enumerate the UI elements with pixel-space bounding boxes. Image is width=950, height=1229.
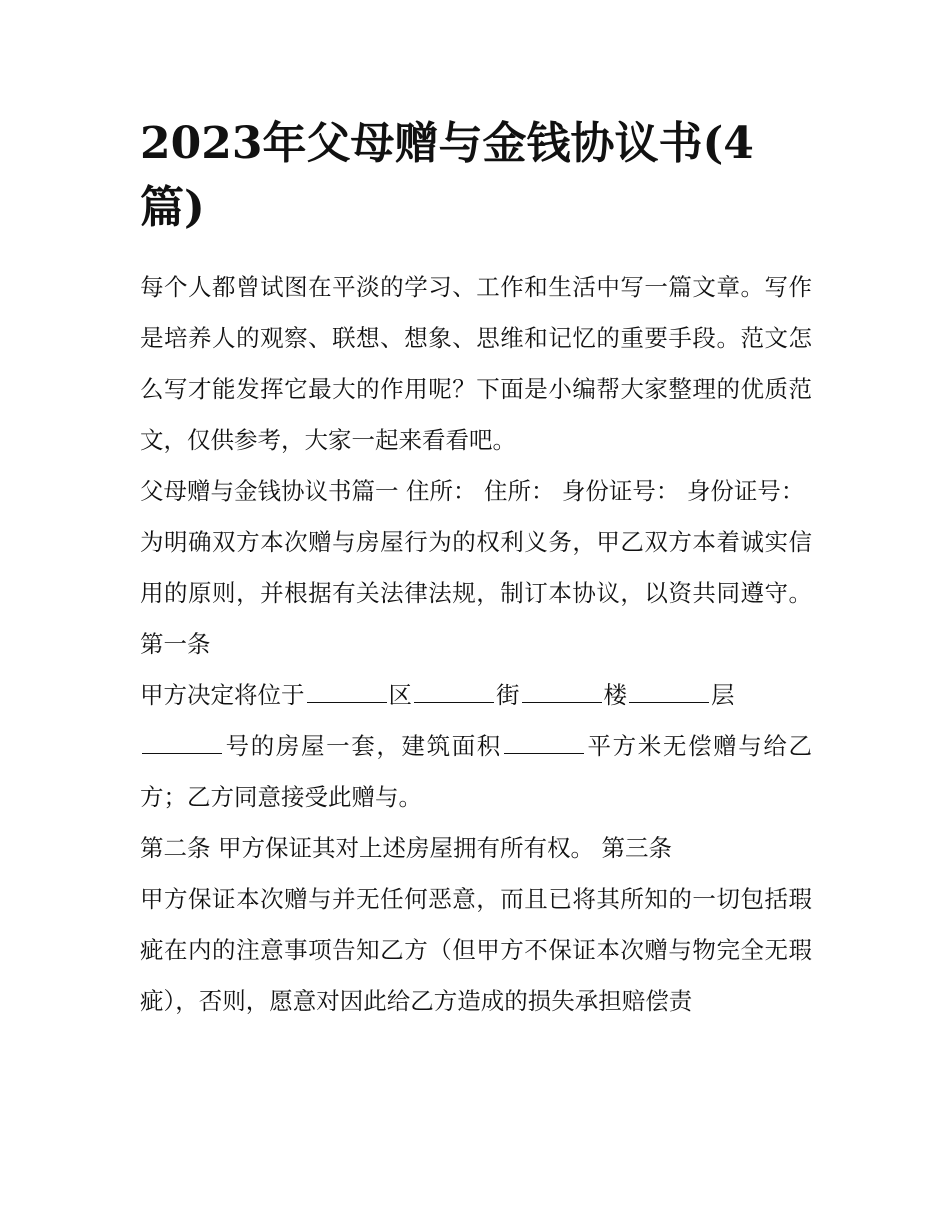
article-1: [140, 670, 812, 823]
document-title: 2023年父母赠与金钱协议书(4篇): [140, 118, 754, 233]
blank-street: [414, 680, 494, 703]
blank-floor: [629, 680, 709, 703]
blank-number: [142, 731, 222, 754]
article-1-text-3: 街: [496, 681, 520, 709]
article-1-text-7: 平方米无偿赠与给乙方；乙方同意接受此赠与。: [140, 732, 813, 811]
article-1-text-4: 楼: [603, 681, 627, 709]
article-1-text-1: 甲方决定将位于: [140, 681, 305, 709]
article-1-text-6: 号的房屋一套，建筑面积: [224, 732, 502, 760]
article-1-text-5: 层: [711, 681, 735, 709]
blank-building: [522, 680, 602, 703]
article-1-text-2: 区: [388, 681, 412, 709]
blank-district: [307, 680, 387, 703]
article-2: 第二条 甲方保证其对上述房屋拥有所有权。 第三条: [140, 834, 672, 862]
section-header: 父母赠与金钱协议书篇一 住所： 住所： 身份证号： 身份证号：: [140, 477, 805, 505]
purpose-paragraph: 为明确双方本次赠与房屋行为的权利义务，甲乙双方本着诚实信用的原则，并根据有关法律法规，制订本协议，以资共同遵守。 第一条: [140, 528, 812, 658]
blank-area: [504, 731, 584, 754]
document-page: [140, 112, 812, 1027]
article-3: 甲方保证本次赠与并无任何恶意，而且已将其所知的一切包括瑕疵在内的注意事项告知乙方（但甲方不保证本次赠与物完全无瑕疵），否则，愿意对因此给乙方造成的损失承担赔偿责: [140, 885, 812, 1015]
intro-paragraph: 每个人都曾试图在平淡的学习、工作和生活中写一篇文章。写作是培养人的观察、联想、想象、思维和记忆的重要手段。范文怎么写才能发挥它最大的作用呢？下面是小编帮大家整理的优质范文，仅供参考，大家一起来看看吧。: [140, 273, 812, 454]
